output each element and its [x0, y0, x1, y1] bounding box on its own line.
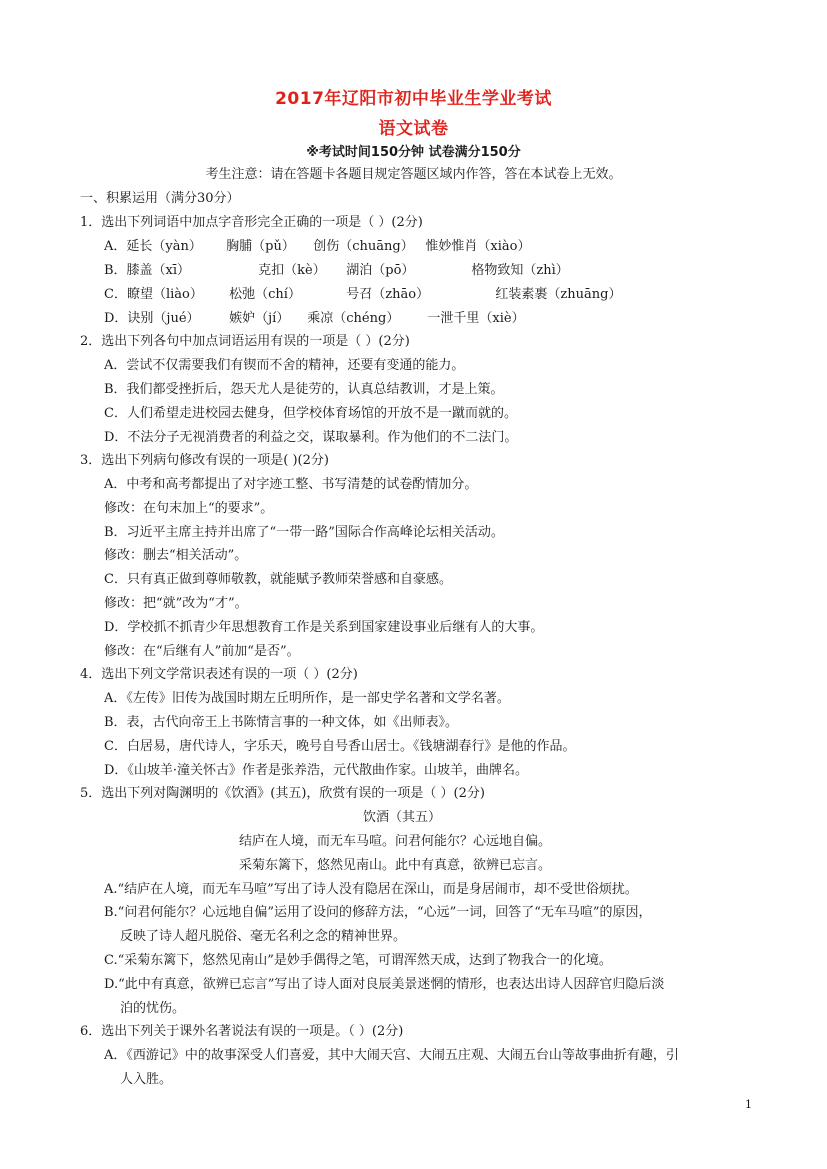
q1-b-word1: B．膝盖（xī）: [104, 263, 191, 278]
q1-c-word1: C．瞭望（liào）: [104, 287, 203, 302]
q1-c-word3: 号召（zhāo）: [346, 287, 430, 302]
q5-stem: 5．选出下列对陶渊明的《饮酒》(其五)，欣赏有误的一项是（ ）(2分): [80, 786, 485, 801]
q1-option-c: [104, 285, 621, 305]
q3-option-d: D．学校抓不抓青少年思想教育工作是关系到国家建设事业后继有人的大事。: [104, 620, 544, 635]
q1-option-b: [104, 261, 569, 281]
poem-title: 饮酒（其五）: [363, 810, 442, 825]
q3-fix-d: 修改：在“后继有人”前加“是否”。: [104, 644, 300, 659]
q1-a-word4: 惟妙惟肖（xiào）: [425, 239, 531, 254]
q2-option-a: A．尝试不仅需要我们有锲而不舍的精神，还要有变通的能力。: [104, 358, 465, 373]
page-number: 1: [745, 1098, 752, 1111]
q3-fix-b: 修改：删去“相关活动”。: [104, 548, 248, 563]
q3-fix-a: 修改：在句末加上“的要求”。: [104, 501, 274, 516]
poem-line-1: 结庐在人境，而无车马喧。问君何能尔？心远地自偏。: [239, 834, 552, 849]
q5-option-d: D.“此中有真意，欲辨已忘言”写出了诗人面对良辰美景迷惘的情形，也表达出诗人因辞官归隐后淡: [104, 977, 665, 992]
q1-d-word2: 嫉妒（jí）: [229, 311, 290, 326]
q3-stem: 3．选出下列病句修改有误的一项是( )(2分): [80, 453, 329, 468]
q2-option-b: B．我们都受挫折后，怨天尤人是徒劳的，认真总结教训，才是上策。: [104, 382, 504, 397]
q3-option-a: A．中考和高考都提出了对字迹工整、书写清楚的试卷酌情加分。: [104, 477, 478, 492]
q1-b-word4: 格物致知（zhì）: [471, 263, 569, 278]
q6-stem: 6．选出下列关于课外名著说法有误的一项是。（ ）(2分): [80, 1024, 404, 1039]
q1-option-a: [104, 237, 531, 257]
q4-stem: 4．选出下列文学常识表述有误的一项（ ）(2分): [80, 667, 358, 682]
q1-b-word3: 湖泊（pō）: [346, 263, 415, 278]
q5-option-a: A.“结庐在人境，而无车马喧”写出了诗人没有隐居在深山，而是身居闹市，却不受世俗烦扰。: [104, 882, 638, 897]
exam-info: ※考试时间150分钟 试卷满分150分: [306, 145, 521, 160]
q4-option-d: D．《山坡羊·潼关怀古》作者是张养浩，元代散曲作家。山坡羊，曲牌名。: [104, 763, 529, 778]
section-heading: 一、积累运用（满分30分）: [80, 191, 240, 206]
q1-a-word2: 胸脯（pǔ）: [226, 239, 295, 254]
q1-d-word1: D．诀别（jué）: [104, 311, 200, 326]
q1-d-word3: 乘凉（chéng）: [307, 311, 400, 326]
q2-option-c: C．人们希望走进校园去健身，但学校体育场馆的开放不是一蹴而就的。: [104, 406, 517, 421]
q1-d-word4: 一泄千里（xiè）: [427, 311, 525, 326]
q3-fix-c: 修改：把“就”改为“才”。: [104, 596, 248, 611]
q1-c-word2: 松弛（chí）: [229, 287, 301, 302]
q3-option-b: B．习近平主席主持并出席了“一带一路”国际合作高峰论坛相关活动。: [104, 525, 504, 540]
q5-option-b: B.“问君何能尔？心远地自偏”运用了设问的修辞方法，“心远”一词，回答了“无车马喧”的原因，: [104, 905, 652, 920]
q3-option-c: C．只有真正做到尊师敬教，就能赋予教师荣誉感和自豪感。: [104, 572, 452, 587]
q2-option-d: D．不法分子无视消费者的利益之交，谋取暴利。作为他们的不二法门。: [104, 430, 518, 445]
q5-option-c: C.“采菊东篱下，悠然见南山”是妙手偶得之笔，可谓浑然天成，达到了物我合一的化境。: [104, 953, 612, 968]
q1-option-d: [104, 309, 525, 329]
q1-b-word2: 克扣（kè）: [258, 263, 326, 278]
q4-option-a: A．《左传》旧传为战国时期左丘明所作，是一部史学名著和文学名著。: [104, 691, 510, 706]
q4-option-b: B．表，古代向帝王上书陈情言事的一种文体，如《出师表》。: [104, 715, 459, 730]
exam-title: 2017年辽阳市初中毕业生学业考试: [275, 89, 552, 109]
q4-option-c: C．白居易，唐代诗人，字乐天，晚号自号香山居士。《钱塘湖春行》是他的作品。: [104, 739, 576, 754]
poem-line-2: 采菊东篱下，悠然见南山。此中有真意，欲辨已忘言。: [239, 858, 552, 873]
q6-option-a-cont: 人入胜。: [120, 1072, 173, 1087]
q5-option-b-cont: 反映了诗人超凡脱俗、毫无名利之念的精神世界。: [120, 929, 407, 944]
q1-c-word4: 红装素裹（zhuāng）: [495, 287, 622, 302]
q1-a-word3: 创伤（chuāng）: [313, 239, 414, 254]
q2-stem: 2．选出下列各句中加点词语运用有误的一项是（ ）(2分): [80, 334, 410, 349]
exam-subtitle: 语文试卷: [378, 119, 449, 139]
q6-option-a: A．《西游记》中的故事深受人们喜爱，其中大闹天宫、大闹五庄观、大闹五台山等故事曲折有趣，引: [104, 1048, 679, 1063]
q1-a-word1: A．延长（yàn）: [104, 239, 202, 254]
q5-option-d-cont: 泊的忧伤。: [120, 1001, 186, 1016]
q1-stem: 1．选出下列词语中加点字音形完全正确的一项是（ ）(2分): [80, 215, 423, 230]
notice: 考生注意：请在答题卡各题目规定答题区域内作答，答在本试卷上无效。: [205, 167, 622, 182]
